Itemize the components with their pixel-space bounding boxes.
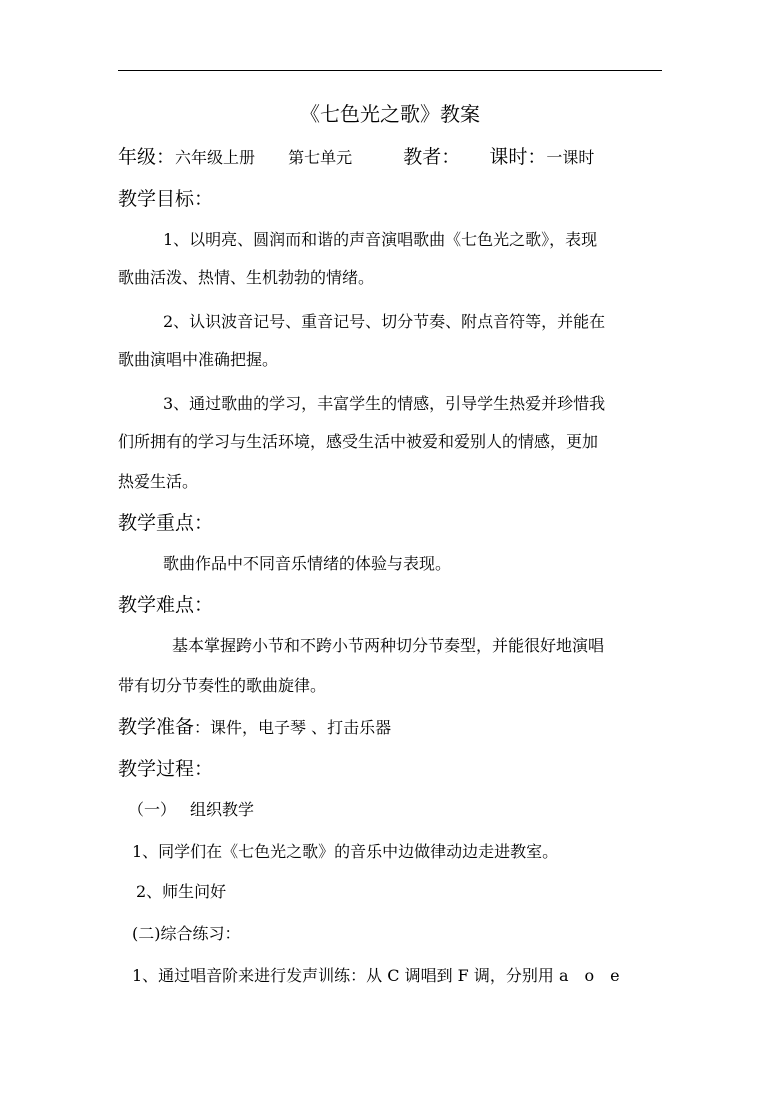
key-heading: 教学重点：: [118, 512, 214, 534]
teacher-label: 教者：: [403, 146, 461, 168]
prep-line: [118, 718, 391, 737]
grade-label: 年级：: [118, 146, 176, 168]
difficulty-line1: 基本掌握跨小节和不跨小节两种切分节奏型，并能很好地演唱: [172, 636, 605, 655]
step1-title: 组织教学: [190, 800, 255, 819]
goal3-line2: 们所拥有的学习与生活环境，感受生活中被爱和爱别人的情感，更加: [118, 432, 599, 451]
key-text: 歌曲作品中不同音乐情绪的体验与表现。: [163, 554, 452, 573]
prep-heading: 教学准备: [118, 716, 195, 738]
step1-item2: 2、师生问好: [136, 882, 227, 901]
goal2-line1: 2、认识波音记号、重音记号、切分节奏、附点音符等，并能在: [163, 312, 606, 331]
step1-number: （一）: [128, 800, 177, 819]
process-heading: 教学过程：: [118, 758, 214, 780]
goal2-line2: 歌曲演唱中准确把握。: [118, 350, 279, 369]
goals-heading: 教学目标：: [118, 188, 214, 210]
document-title: 《七色光之歌》教案: [300, 102, 480, 126]
step2-title: (二)综合练习：: [132, 924, 241, 943]
goal3-line1: 3、通过歌曲的学习，丰富学生的情感，引导学生热爱并珍惜我: [163, 394, 606, 413]
meta-line: [118, 148, 594, 167]
header-rule: [118, 70, 662, 71]
unit-value: 第七单元: [288, 148, 353, 167]
period-value: 一课时: [546, 148, 595, 167]
grade-value: 六年级上册: [175, 148, 256, 167]
period-label: 课时：: [489, 146, 547, 168]
step2-item1: 1、通过唱音阶来进行发声训练：从 C 调唱到 F 调，分别用 a o e: [132, 966, 620, 985]
goal3-line3: 热爱生活。: [118, 472, 199, 491]
prep-text: ：课件，电子琴 、打击乐器: [194, 718, 392, 737]
step1-item1: 1、同学们在《七色光之歌》的音乐中边做律动边走进教室。: [132, 842, 559, 861]
step1-header: [128, 802, 254, 818]
difficulty-line2: 带有切分节奏性的歌曲旋律。: [118, 676, 327, 695]
goal1-line1: 1、以明亮、圆润而和谐的声音演唱歌曲《七色光之歌》，表现: [163, 230, 598, 249]
goal1-line2: 歌曲活泼、热情、生机勃勃的情绪。: [118, 268, 375, 287]
difficulty-heading: 教学难点：: [118, 594, 214, 616]
